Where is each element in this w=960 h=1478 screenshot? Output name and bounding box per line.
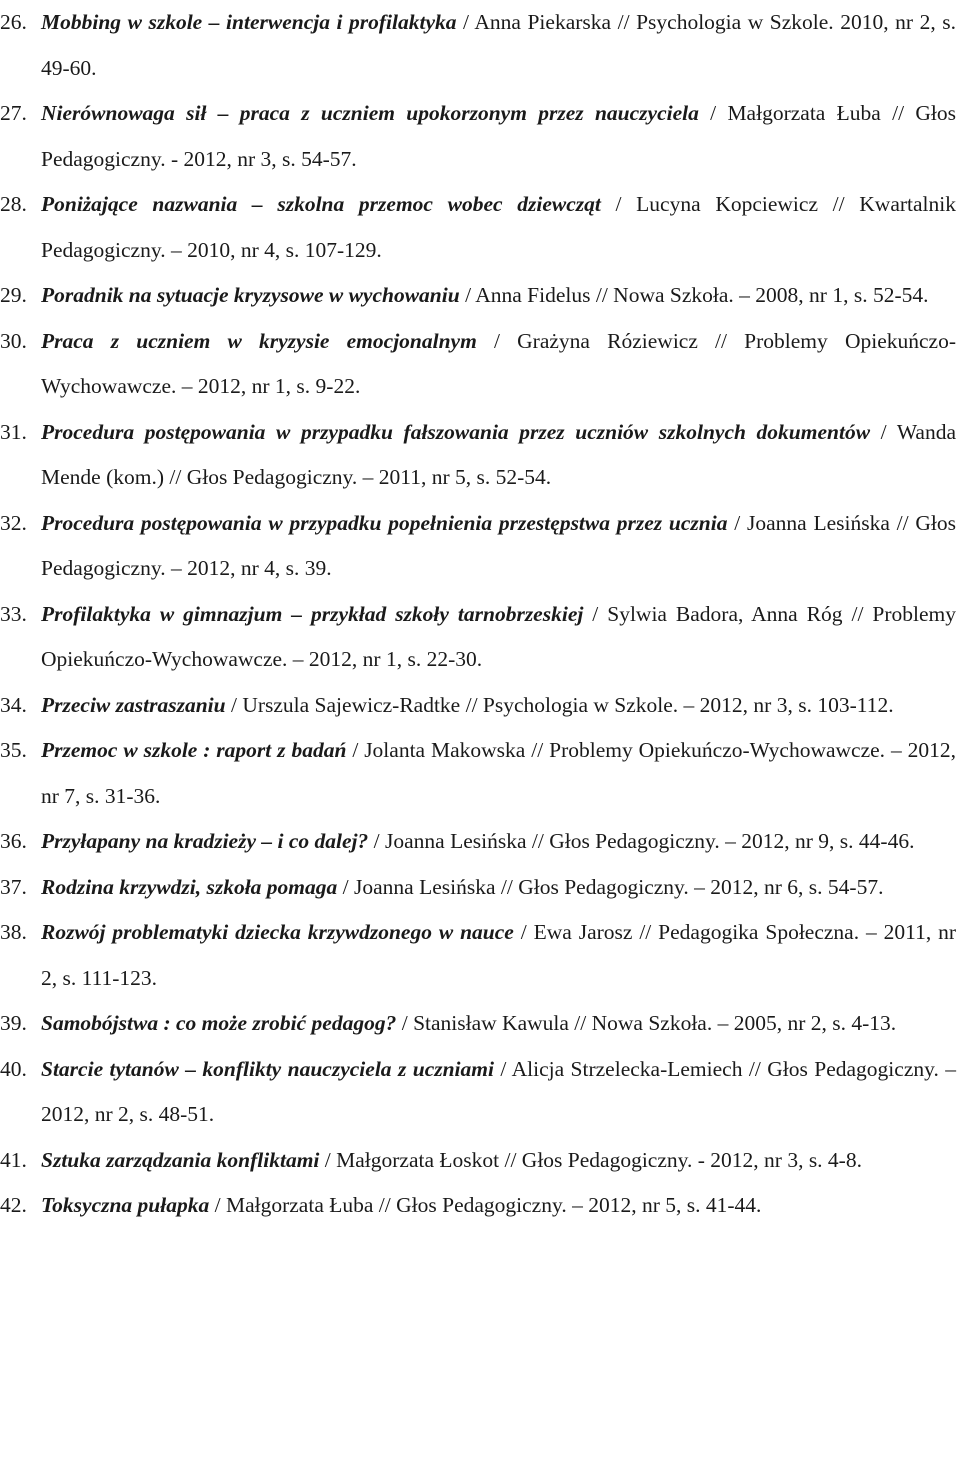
entry-number: 38.	[0, 920, 27, 944]
entry-title: Przyłapany na kradzieży – i co dalej?	[41, 829, 369, 853]
bibliography-entry	[0, 1138, 956, 1184]
entry-number: 29.	[0, 283, 27, 307]
entry-title: Procedura postępowania w przypadku fałszowania przez uczniów szkolnych dokumentów	[41, 419, 871, 444]
entry-details: / Małgorzata Łoskot // Głos Pedagogiczny. - 2012, nr 3, s. 4-8.	[319, 1147, 862, 1172]
bibliography-entry	[0, 683, 956, 729]
entry-number: 33.	[0, 601, 27, 626]
bibliography-entry	[0, 1047, 956, 1138]
entry-details: / Anna Fidelus // Nowa Szkoła. – 2008, nr 1, s. 52-54.	[459, 283, 929, 307]
entry-number: 41.	[0, 1147, 27, 1172]
entry-title: Przemoc w szkole : raport z badań	[41, 738, 347, 762]
entry-title: Samobójstwa : co może zrobić pedagog?	[41, 1011, 397, 1035]
entry-title: Nierównowaga sił – praca z uczniem upokorzonym przez nauczyciela	[41, 101, 699, 125]
entry-title: Sztuka zarządzania konfliktami	[41, 1147, 320, 1172]
entry-title: Toksyczna pułapka	[41, 1193, 210, 1217]
entry-title: Rodzina krzywdzi, szkoła pomaga	[41, 874, 338, 899]
entry-number: 31.	[0, 419, 27, 444]
bibliography-entry	[0, 410, 956, 501]
bibliography-entry	[0, 1001, 956, 1047]
entry-details: / Joanna Lesińska // Głos Pedagogiczny. – 2012, nr 6, s. 54-57.	[337, 874, 884, 899]
bibliography-entry	[0, 819, 956, 865]
entry-details: / Grażyna Róziewicz // Problemy Opiekuńczo-Wychowawcze. – 2012, nr 1, s. 9-22.	[41, 328, 956, 398]
entry-details: / Lucyna Kopciewicz // Kwartalnik Pedagogiczny. – 2010, nr 4, s. 107-129.	[41, 192, 956, 262]
entry-title: Procedura postępowania w przypadku popełnienia przestępstwa przez ucznia	[41, 510, 728, 535]
entry-details: / Małgorzata Łuba // Głos Pedagogiczny. – 2012, nr 5, s. 41-44.	[209, 1193, 762, 1217]
entry-number: 27.	[0, 101, 27, 125]
entry-title: Poniżające nazwania – szkolna przemoc wobec dziewcząt	[41, 192, 601, 216]
bibliography-entry	[0, 319, 956, 410]
entry-details: / Joanna Lesińska // Głos Pedagogiczny. – 2012, nr 9, s. 44-46.	[368, 829, 915, 853]
bibliography-entry	[0, 865, 956, 911]
entry-number: 42.	[0, 1193, 27, 1217]
entry-number: 35.	[0, 738, 27, 762]
entry-number: 39.	[0, 1011, 27, 1035]
entry-title: Przeciw zastraszaniu	[41, 692, 226, 717]
entry-title: Mobbing w szkole – interwencja i profilaktyka	[41, 10, 457, 34]
entry-details: / Urszula Sajewicz-Radtke // Psychologia w Szkole. – 2012, nr 3, s. 103-112.	[225, 692, 894, 717]
entry-title: Praca z uczniem w kryzysie emocjonalnym	[41, 328, 477, 353]
entry-details: / Alicja Strzelecka-Lemiech // Głos Pedagogiczny. – 2012, nr 2, s. 48-51.	[41, 1056, 957, 1126]
entry-details: / Anna Piekarska // Psychologia w Szkole. 2010, nr 2, s. 49-60.	[41, 10, 956, 80]
entry-number: 28.	[0, 192, 27, 216]
bibliography-entry	[0, 592, 956, 683]
bibliography-entry	[0, 0, 956, 91]
entry-title: Profilaktyka w gimnazjum – przykład szkoły tarnobrzeskiej	[41, 601, 584, 626]
entry-details: / Ewa Jarosz // Pedagogika Społeczna. – 2011, nr 2, s. 111-123.	[41, 920, 957, 990]
bibliography-entry	[0, 182, 956, 273]
bibliography-entry	[0, 910, 956, 1001]
bibliography-entry	[0, 501, 956, 592]
entry-details: / Małgorzata Łuba // Głos Pedagogiczny. - 2012, nr 3, s. 54-57.	[41, 101, 956, 171]
entry-details: / Sylwia Badora, Anna Róg // Problemy Opiekuńczo-Wychowawcze. – 2012, nr 1, s. 22-30.	[41, 601, 956, 671]
entry-number: 37.	[0, 874, 27, 899]
entry-number: 40.	[0, 1056, 27, 1081]
bibliography-entry	[0, 273, 956, 319]
bibliography-entry	[0, 1183, 956, 1229]
entry-details: / Wanda Mende (kom.) // Głos Pedagogiczny. – 2011, nr 5, s. 52-54.	[41, 419, 956, 489]
bibliography-entry	[0, 728, 956, 819]
entry-title: Starcie tytanów – konflikty nauczyciela z uczniami	[41, 1056, 494, 1081]
entry-number: 36.	[0, 829, 27, 853]
entry-number: 34.	[0, 692, 27, 717]
entry-details: / Jolanta Makowska // Problemy Opiekuńczo-Wychowawcze. – 2012, nr 7, s. 31-36.	[41, 738, 956, 808]
entry-title: Rozwój problematyki dziecka krzywdzonego w nauce	[41, 920, 514, 944]
bibliography-entry	[0, 91, 956, 182]
entry-details: / Stanisław Kawula // Nowa Szkoła. – 2005, nr 2, s. 4-13.	[396, 1011, 897, 1035]
entry-number: 32.	[0, 510, 27, 535]
entry-details: / Joanna Lesińska // Głos Pedagogiczny. – 2012, nr 4, s. 39.	[41, 510, 956, 580]
entry-number: 26.	[0, 10, 27, 34]
entry-title: Poradnik na sytuacje kryzysowe w wychowaniu	[41, 283, 460, 307]
entry-number: 30.	[0, 328, 27, 353]
